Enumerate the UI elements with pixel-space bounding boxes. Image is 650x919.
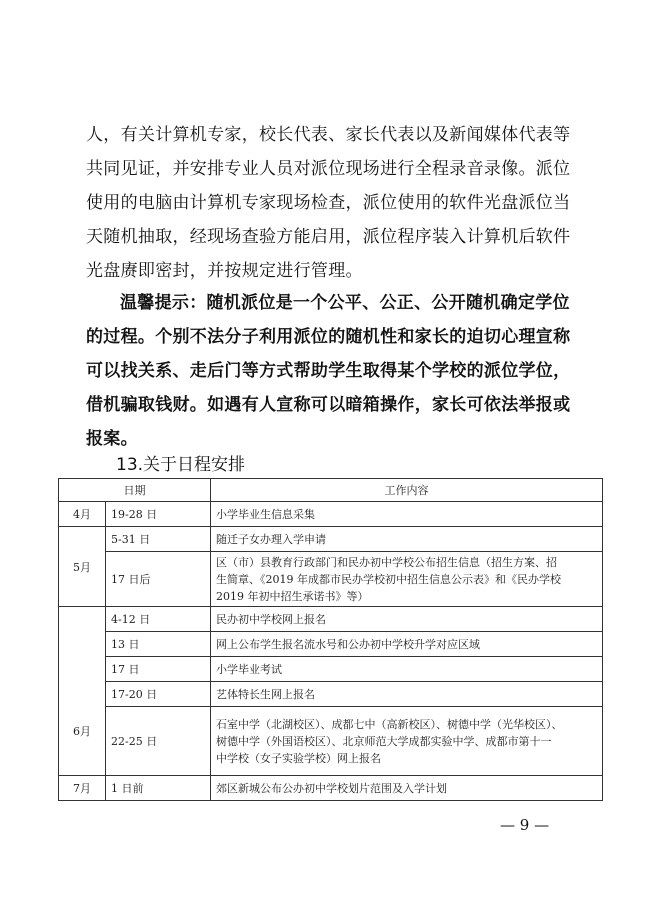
table-row [59,607,603,632]
text-line: 人，有关计算机专家，校长代表、家长代表以及新闻媒体代表等 [86,125,571,145]
content-cell: 郊区新城公布公办初中学校划片范围及入学计划 [211,776,603,801]
content-cell: 随迁子女办理入学申请 [211,527,603,552]
text-line: 报案。 [86,429,138,449]
content-line: 石室中学（北湖校区）、成都七中（高新校区）、树德中学（光华校区）、 [216,717,563,731]
table-row [59,657,603,682]
text-line: 天随机抽取，经现场查验方能启用，派位程序装入计算机后软件 [86,227,571,247]
page-number: — 9 — [500,816,550,834]
table-header-row [59,479,603,502]
content-line: 中学校（女子实验学校）网上报名 [216,751,381,765]
content-cell [211,707,603,776]
content-line: 树德中学（外国语校区）、北京师范大学成都实验中学、成都市第十一 [216,734,552,748]
text-line: 借机骗取钱财。如遇有人宣称可以暗箱操作，家长可依法举报或 [86,395,571,415]
table-row [59,632,603,657]
text-line: 使用的电脑由计算机专家现场检查，派位使用的软件光盘派位当 [86,193,571,213]
table-row [59,776,603,801]
content-line: 2019 年初中招生承诺书》等） [216,589,369,603]
content-line: 区（市）县教育行政部门和民办初中学校公布招生信息（招生方案、招 [216,555,557,569]
date-cell: 22-25 日 [106,707,211,776]
table-row [59,682,603,707]
warm-tip-paragraph [86,286,574,456]
text-line: 共同见证，并安排专业人员对派位现场进行全程录音录像。派位 [86,159,571,179]
content-cell: 民办初中学校网上报名 [211,607,603,632]
text-line: 的过程。个别不法分子利用派位的随机性和家长的迫切心理宣称 [86,327,571,347]
text-line: 温馨提示：随机派位是一个公平、公正、公开随机确定学位 [120,293,570,313]
month-cell: 6月 [59,607,106,776]
text-line: 可以找关系、走后门等方式帮助学生取得某个学校的派位学位， [86,361,571,381]
date-cell: 5-31 日 [106,527,211,552]
content-cell [211,552,603,607]
month-cell: 7月 [59,776,106,801]
month-cell: 4月 [59,502,106,527]
table-row [59,502,603,527]
table-row [59,552,603,607]
text-line: 光盘赓即密封，并按规定进行管理。 [86,261,363,281]
paragraph-1 [86,118,574,288]
date-cell: 17 日后 [106,552,211,607]
content-cell: 网上公布学生报名流水号和公办初中学校升学对应区域 [211,632,603,657]
header-date: 日期 [59,479,211,502]
content-cell: 艺体特长生网上报名 [211,682,603,707]
content-cell: 小学毕业生信息采集 [211,502,603,527]
schedule-table [58,478,603,801]
month-cell: 5月 [59,527,106,607]
table-row [59,707,603,776]
content-cell: 小学毕业考试 [211,657,603,682]
content-line: 生简章、《2019 年成都市民办学校初中招生信息公示表》和《民办学校 [216,572,561,586]
table-row [59,527,603,552]
date-cell: 17 日 [106,657,211,682]
header-content: 工作内容 [211,479,603,502]
date-cell: 4-12 日 [106,607,211,632]
section-title: 13.关于日程安排 [116,455,246,475]
date-cell: 19-28 日 [106,502,211,527]
date-cell: 13 日 [106,632,211,657]
date-cell: 17-20 日 [106,682,211,707]
date-cell: 1 日前 [106,776,211,801]
